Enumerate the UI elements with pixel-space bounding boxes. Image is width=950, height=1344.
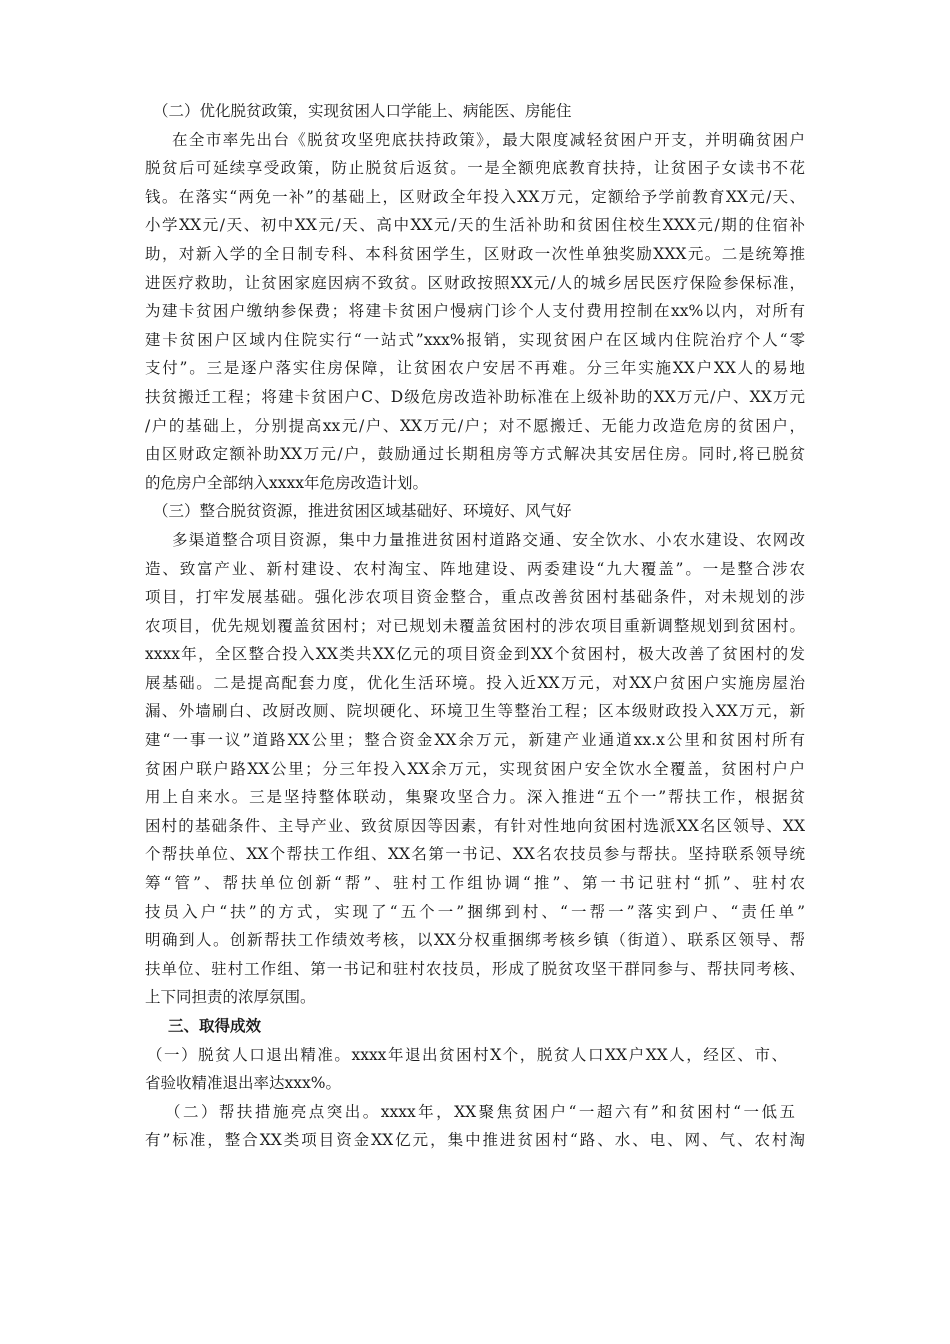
text-line: 的危房户全部纳入xxxx年危房改造计划。 bbox=[145, 473, 428, 492]
text-line: 脱贫后可延续享受政策，防止脱贫后返贫。一是全额兜底教育扶持，让贫困子女读书不花 bbox=[145, 159, 805, 178]
text-line: xxxx年，全区整合投入XX类共XX亿元的项目资金到XX个贫困村，极大改善了贫困村的发 bbox=[145, 645, 805, 664]
text-line: 多渠道整合项目资源，集中力量推进贫困村道路交通、安全饮水、小农水建设、农网改 bbox=[172, 530, 805, 549]
text-line: 个帮扶单位、XX个帮扶工作组、XX名第一书记、XX名农技员参与帮扶。坚持联系领导统 bbox=[145, 845, 805, 864]
text-line: 进医疗救助，让贫困家庭因病不致贫。区财政按照XX元/人的城乡居民医疗保险参保标准， bbox=[145, 273, 805, 292]
document-body bbox=[145, 97, 805, 1155]
paragraph bbox=[145, 126, 805, 498]
text-line: 用上自来水。三是坚持整体联动，集聚攻坚合力。深入推进“五个一”帮扶工作，根据贫 bbox=[145, 788, 805, 807]
text-line: 在全市率先出台《脱贫攻坚兜底扶持政策》，最大限度减轻贫困户开支，并明确贫困户 bbox=[172, 130, 805, 149]
subsection-heading bbox=[145, 97, 805, 126]
text-line: 技员入户“扶”的方式，实现了“五个一”捆绑到村、“一帮一”落实到户、“责任单” bbox=[145, 902, 805, 921]
paragraph bbox=[145, 1041, 805, 1098]
text-line: 贫困户联户路XX公里；分三年投入XX余万元，实现贫困户安全饮水全覆盖，贫困村户户 bbox=[145, 759, 805, 778]
text-line: 三、取得成效 bbox=[168, 1016, 262, 1035]
text-line: 上下同担责的浓厚氛围。 bbox=[145, 988, 316, 1007]
text-line: 省验收精准退出率达xxx%。 bbox=[145, 1074, 341, 1093]
text-line: 小学XX元/天、初中XX元/天、高中XX元/天的生活补助和贫困住校生XXX元/期的住宿补 bbox=[145, 216, 805, 235]
text-line: 助，对新入学的全日制专科、本科贫困学生，区财政一次性单独奖励XXX元。二是统筹推 bbox=[145, 244, 805, 263]
paragraph bbox=[145, 526, 805, 1012]
text-line: 明确到人。创新帮扶工作绩效考核，以XX分权重捆绑考核乡镇（街道）、联系区领导、帮 bbox=[145, 931, 805, 950]
text-line: 扶单位、驻村工作组、第一书记和驻村农技员，形成了脱贫攻坚干群同参与、帮扶同考核、 bbox=[145, 959, 805, 978]
text-line: 支付”。三是逐户落实住房保障，让贫困农户安居不再难。分三年实施XX户XX人的易地 bbox=[145, 359, 805, 378]
text-line: /户的基础上，分别提高xx元/户、XX万元/户；对不愿搬迁、无能力改造危房的贫困户， bbox=[145, 416, 805, 435]
section-heading bbox=[145, 1012, 805, 1041]
text-line: 建卡贫困户区域内住院实行“一站式”xxx%报销，实现贫困户在区域内住院治疗个人“零 bbox=[145, 330, 805, 349]
subsection-heading bbox=[145, 497, 805, 526]
text-line: 为建卡贫困户缴纳参保费；将建卡贫困户慢病门诊个人支付费用控制在xx%以内，对所有 bbox=[145, 302, 805, 321]
text-line: 造、致富产业、新村建设、农村淘宝、阵地建设、两委建设“九大覆盖”。一是整合涉农 bbox=[145, 559, 805, 578]
text-line: （三）整合脱贫资源，推进贫困区域基础好、环境好、风气好 bbox=[153, 502, 572, 521]
text-line: 建“一事一议”道路XX公里；整合资金XX余万元，新建产业通道xx.x公里和贫困村所有 bbox=[145, 731, 805, 750]
text-line: 困村的基础条件、主导产业、致贫原因等因素，有针对性地向贫困村选派XX名区领导、XX bbox=[145, 816, 805, 835]
text-line: 展基础。二是提高配套力度，优化生活环境。投入近XX万元，对XX户贫困户实施房屋治 bbox=[145, 673, 805, 692]
text-line: 农项目，优先规划覆盖贫困村；对已规划未覆盖贫困村的涉农项目重新调整规划到贫困村。 bbox=[145, 616, 805, 635]
text-line: 由区财政定额补助XX万元/户，鼓励通过长期租房等方式解决其安居住房。同时,将已脱贫 bbox=[145, 445, 805, 464]
text-line: 扶贫搬迁工程；将建卡贫困户C、D级危房改造补助标准在上级补助的XX万元/户、XX万元 bbox=[145, 387, 805, 406]
text-line: 项目，打牢发展基础。强化涉农项目资金整合，重点改善贫困村基础条件，对未规划的涉 bbox=[145, 588, 805, 607]
text-line: （一）脱贫人口退出精准。xxxx年退出贫困村X个，脱贫人口XX户XX人，经区、市、 bbox=[147, 1045, 787, 1064]
text-line: 钱。在落实“两免一补”的基础上，区财政全年投入XX万元，定额给予学前教育XX元/天、 bbox=[145, 187, 805, 206]
text-line: 漏、外墙刷白、改厨改厕、院坝硬化、环境卫生等整治工程；区本级财政投入XX万元，新 bbox=[145, 702, 805, 721]
text-line: 有”标准，整合XX类项目资金XX亿元，集中推进贫困村“路、水、电、网、气、农村淘 bbox=[145, 1131, 805, 1150]
text-line: （二）帮扶措施亮点突出。xxxx年，XX聚焦贫困户“一超六有”和贫困村“一低五 bbox=[165, 1102, 795, 1121]
paragraph bbox=[145, 1098, 805, 1155]
text-line: 筹“管”、帮扶单位创新“帮”、驻村工作组协调“推”、第一书记驻村“抓”、驻村农 bbox=[145, 874, 805, 893]
text-line: （二）优化脱贫政策，实现贫困人口学能上、病能医、房能住 bbox=[153, 102, 572, 120]
